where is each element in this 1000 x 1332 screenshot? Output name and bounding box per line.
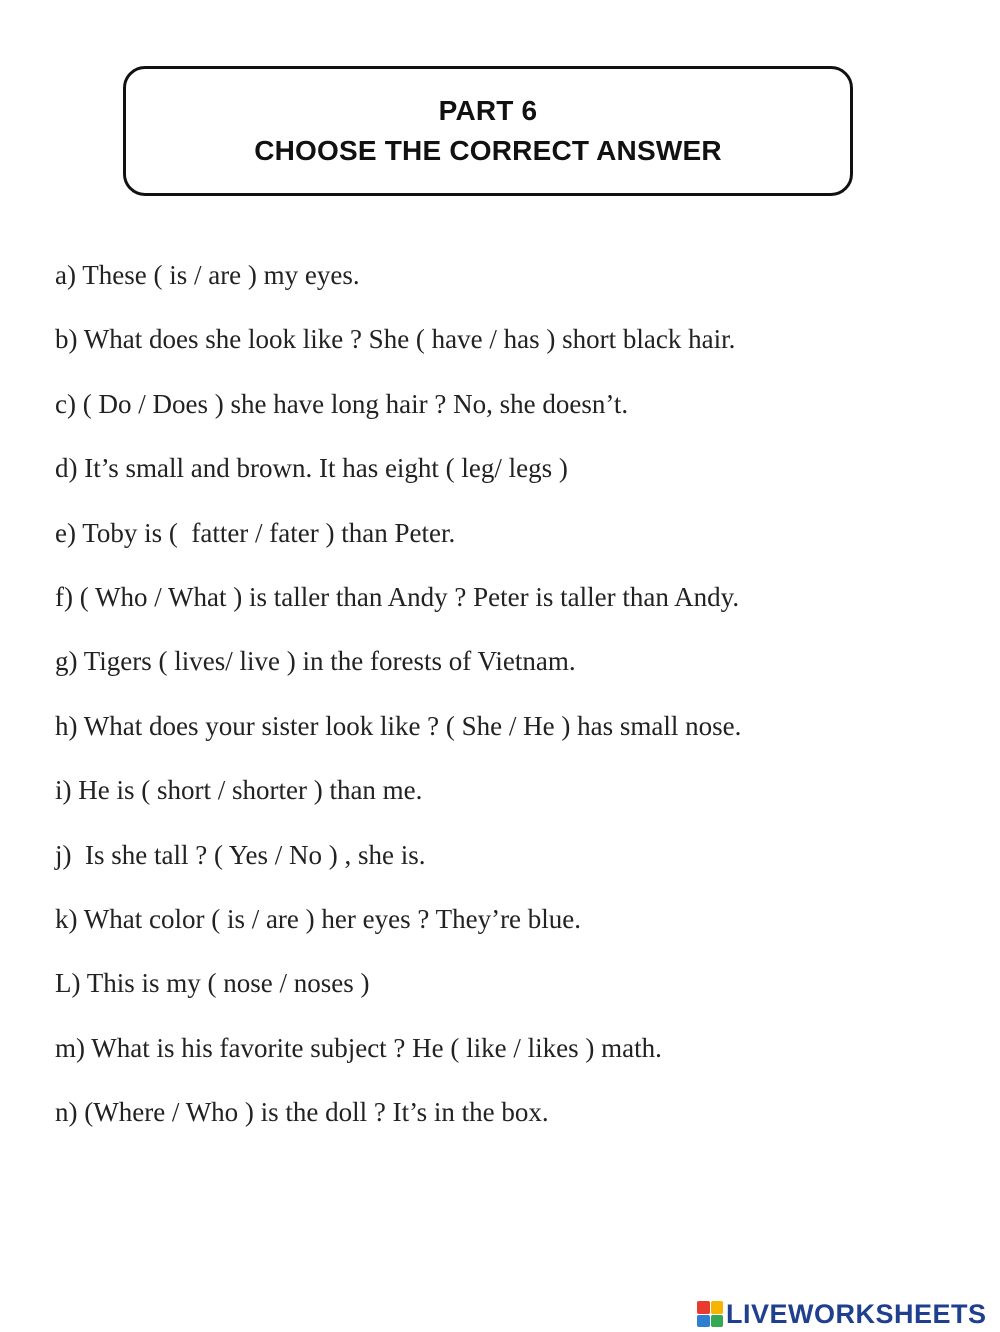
question-d: d) It’s small and brown. It has eight ( leg/ legs ) (55, 453, 568, 484)
liveworksheets-icon (697, 1301, 723, 1327)
question-e: e) Toby is ( fatter / fater ) than Peter. (55, 517, 456, 548)
question-c: c) ( Do / Does ) she have long hair ? No, she doesn’t. (55, 388, 629, 419)
title-box (123, 66, 853, 196)
question-h: h) What does your sister look like ? ( She / He ) has small nose. (55, 710, 742, 741)
question-l: L) This is my ( nose / noses ) (55, 968, 370, 999)
logo-square-green (711, 1315, 724, 1328)
logo-square-blue (697, 1315, 710, 1328)
instruction-title: CHOOSE THE CORRECT ANSWER (254, 135, 722, 166)
question-b: b) What does she look like ? She ( have / has ) short black hair. (55, 324, 736, 355)
question-k: k) What color ( is / are ) her eyes ? They’re blue. (55, 903, 582, 934)
question-m: m) What is his favorite subject ? He ( like / likes ) math. (55, 1032, 662, 1063)
question-a: a) These ( is / are ) my eyes. (55, 260, 360, 290)
question-i: i) He is ( short / shorter ) than me. (55, 775, 423, 806)
part-number: PART 6 (438, 95, 538, 126)
question-list (55, 259, 741, 1160)
question-n: n) (Where / Who ) is the doll ? It’s in the box. (55, 1097, 549, 1128)
logo-square-red (697, 1301, 710, 1314)
question-j: j) Is she tall ? ( Yes / No ) , she is. (55, 839, 426, 870)
logo-square-yellow (711, 1301, 724, 1314)
brand-name: LIVEWORKSHEETS (726, 1298, 987, 1329)
question-g: g) Tigers ( lives/ live ) in the forests of Vietnam. (55, 646, 576, 677)
question-f: f) ( Who / What ) is taller than Andy ? Peter is taller than Andy. (55, 581, 740, 612)
liveworksheets-logo (697, 1297, 987, 1331)
